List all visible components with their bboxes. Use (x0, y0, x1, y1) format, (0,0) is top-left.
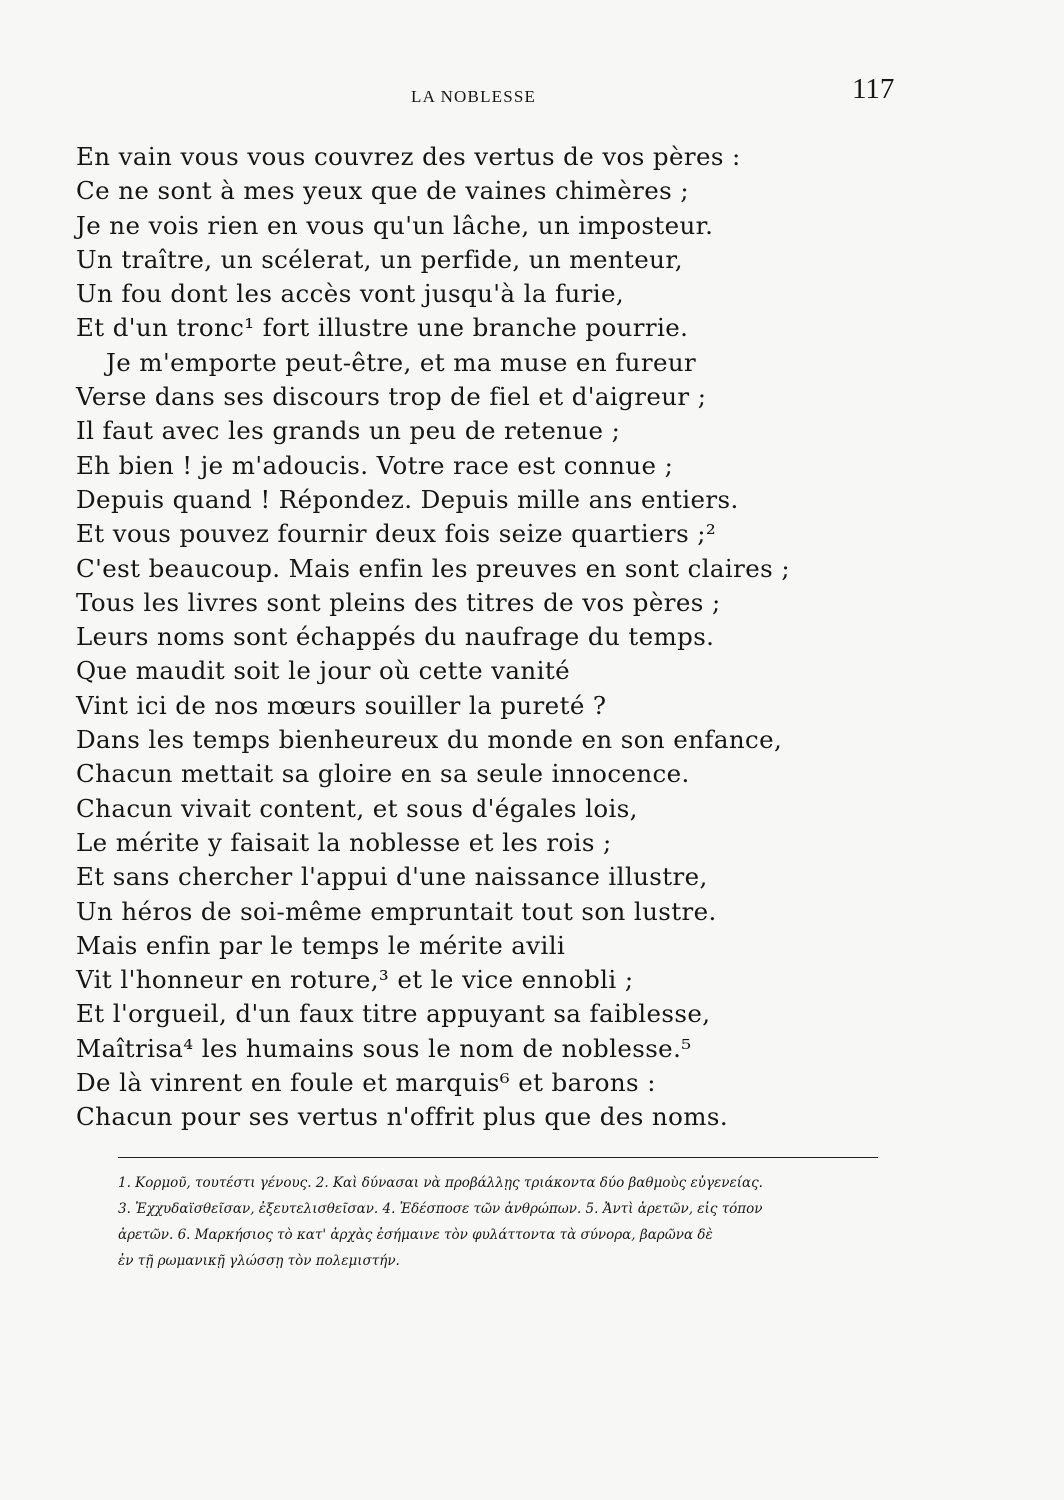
verse-line: Je ne vois rien en vous qu'un lâche, un imposteur. (76, 210, 714, 240)
verse-line: Un héros de soi-même empruntait tout son lustre. (76, 896, 717, 926)
verse-line: Dans les temps bienheureux du monde en son enfance, (76, 725, 783, 755)
verse-line: Depuis quand ! Répondez. Depuis mille ans entiers. (76, 484, 739, 514)
verse-line: Un fou dont les accès vont jusqu'à la furie, (76, 279, 625, 309)
footnote-line: 3. Ἐχχυδαϊσθεῖσαν, ἐξευτελισθεῖσαν. 4. Ἐδέσποσε τῶν ἀνθρώπων. 5. Ἀντὶ ἀρετῶν, εἰς τόπον (118, 1201, 763, 1217)
verse-line: Il faut avec les grands un peu de retenue ; (76, 416, 621, 446)
footnote-line: ἀρετῶν. 6. Μαρκήσιος τὸ κατ' ἀρχὰς ἐσήμαινε τὸν φυλάττοντα τὰ σύνορα, βαρῶνα δὲ (118, 1227, 713, 1243)
verse-line: Et d'un tronc¹ fort illustre une branche pourrie. (76, 313, 689, 343)
verse-line: Je m'emporte peut-être, et ma muse en fureur (106, 347, 697, 377)
running-title: LA NOBLESSE (411, 87, 537, 106)
verse-line: Chacun pour ses vertus n'offrit plus que des noms. (76, 1102, 729, 1132)
verse-line: Que maudit soit le jour où cette vanité (76, 656, 570, 686)
verse-line: De là vinrent en foule et marquis⁶ et barons : (76, 1068, 656, 1098)
poem-body (76, 140, 956, 1135)
verse-line: Et l'orgueil, d'un faux titre appuyant sa faiblesse, (76, 999, 711, 1029)
footnote-line: 1. Κορμοῦ, τουτέστι γένους. 2. Καὶ δύνασαι νὰ προβάλλῃς τριάκοντα δύο βαθμοὺς εὐγενείας. (118, 1175, 763, 1191)
verse-line: C'est beaucoup. Mais enfin les preuves en sont claires ; (76, 553, 790, 583)
page-number: 117 (852, 73, 895, 105)
verse-line: Vint ici de nos mœurs souiller la pureté ? (76, 690, 607, 720)
verse-line: Le mérite y faisait la noblesse et les rois ; (76, 827, 612, 857)
verse-line: Maîtrisa⁴ les humains sous le nom de noblesse.⁵ (76, 1033, 692, 1063)
verse-line: Et vous pouvez fournir deux fois seize quartiers ;² (76, 519, 717, 549)
verse-line: Tous les livres sont pleins des titres de vos pères ; (76, 587, 721, 617)
verse-line: Verse dans ses discours trop de fiel et d'aigreur ; (76, 382, 707, 412)
verse-line: Et sans chercher l'appui d'une naissance illustre, (76, 862, 708, 892)
verse-line: Un traître, un scélerat, un perfide, un menteur, (76, 244, 683, 274)
verse-line: Ce ne sont à mes yeux que de vaines chimères ; (76, 176, 689, 206)
verse-line: Eh bien ! je m'adoucis. Votre race est connue ; (76, 450, 674, 480)
verse-line: Leurs noms sont échappés du naufrage du temps. (76, 622, 715, 652)
verse-line: Chacun vivait content, et sous d'égales lois, (76, 793, 638, 823)
footnote-divider (118, 1157, 878, 1158)
verse-line: Mais enfin par le temps le mérite avili (76, 930, 566, 960)
verse-line: Chacun mettait sa gloire en sa seule innocence. (76, 759, 690, 789)
footnote-line: ἐν τῇ ρωμανικῇ γλώσσῃ τὸν πολεμιστήν. (118, 1253, 400, 1269)
verse-line: En vain vous vous couvrez des vertus de vos pères : (76, 142, 741, 171)
footnotes (118, 1170, 928, 1274)
verse-line: Vit l'honneur en roture,³ et le vice ennobli ; (76, 965, 634, 995)
